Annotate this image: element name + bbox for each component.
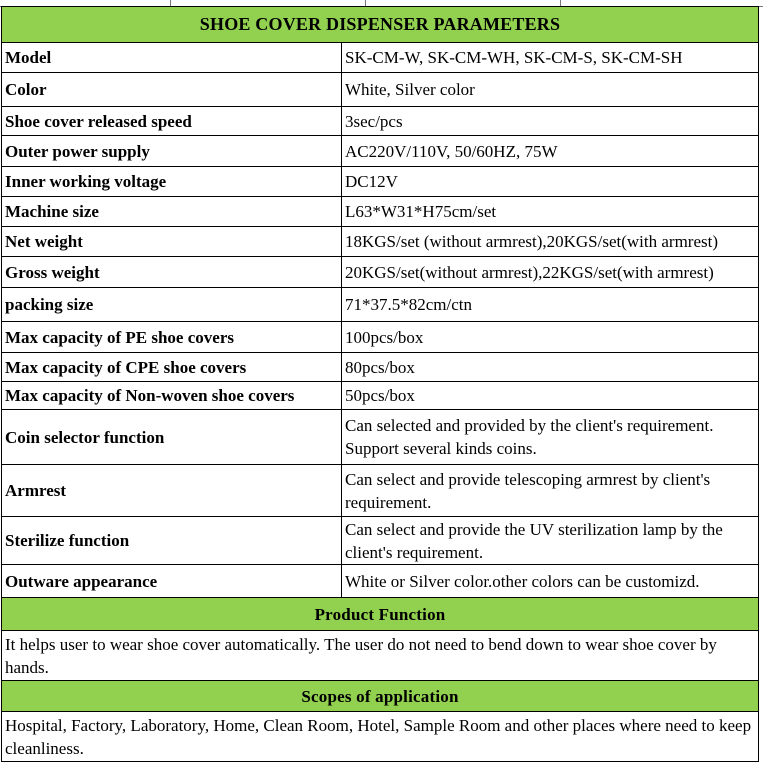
param-row-net-weight (2, 227, 759, 257)
param-row-pe-capacity (2, 322, 759, 353)
param-value: 100pcs/box (342, 322, 759, 353)
param-value: 18KGS/set (without armrest),20KGS/set(with armrest) (342, 227, 759, 257)
param-row-release-speed (2, 107, 759, 136)
param-row-nonwoven-capacity (2, 382, 759, 410)
param-label: Color (2, 73, 342, 107)
param-value: 3sec/pcs (342, 107, 759, 136)
param-label: Model (2, 43, 342, 73)
param-label: Shoe cover released speed (2, 107, 342, 136)
param-value: Can select and provide the UV sterilization lamp by the client's requirement. (342, 517, 759, 565)
param-value: AC220V/110V, 50/60HZ, 75W (342, 136, 759, 167)
param-label: Gross weight (2, 257, 342, 288)
param-value: Can select and provide telescoping armrest by client's requirement. (342, 465, 759, 517)
param-value: 20KGS/set(without armrest),22KGS/set(with armrest) (342, 257, 759, 288)
scopes-heading: Scopes of application (2, 681, 759, 712)
param-row-model (2, 43, 759, 73)
param-value: White or Silver color.other colors can be customizd. (342, 565, 759, 598)
param-label: Inner working voltage (2, 167, 342, 197)
param-label: Max capacity of Non-woven shoe covers (2, 382, 342, 410)
product-function-text: It helps user to wear shoe cover automatically. The user do not need to bend down to wear shoe cover by hands. (2, 631, 759, 681)
param-label: Net weight (2, 227, 342, 257)
param-label: Sterilize function (2, 517, 342, 565)
param-label: Max capacity of CPE shoe covers (2, 353, 342, 382)
param-row-inner-voltage (2, 167, 759, 197)
param-value: Can selected and provided by the client's requirement. Support several kinds coins. (342, 410, 759, 465)
param-label: Outware appearance (2, 565, 342, 598)
param-label: Armrest (2, 465, 342, 517)
param-value: 50pcs/box (342, 382, 759, 410)
param-value: L63*W31*H75cm/set (342, 197, 759, 227)
parameters-table (1, 6, 759, 762)
param-label: packing size (2, 288, 342, 322)
param-value: 71*37.5*82cm/ctn (342, 288, 759, 322)
param-row-color (2, 73, 759, 107)
param-value: 80pcs/box (342, 353, 759, 382)
param-row-armrest (2, 465, 759, 517)
param-row-outer-power (2, 136, 759, 167)
param-label: Outer power supply (2, 136, 342, 167)
param-row-cpe-capacity (2, 353, 759, 382)
param-value: DC12V (342, 167, 759, 197)
param-value: SK-CM-W, SK-CM-WH, SK-CM-S, SK-CM-SH (342, 43, 759, 73)
param-row-appearance (2, 565, 759, 598)
param-row-sterilize (2, 517, 759, 565)
param-label: Max capacity of PE shoe covers (2, 322, 342, 353)
scopes-text: Hospital, Factory, Laboratory, Home, Clean Room, Hotel, Sample Room and other places where need to keep cleanliness. (2, 712, 759, 762)
param-row-packing-size (2, 288, 759, 322)
param-row-gross-weight (2, 257, 759, 288)
product-function-heading: Product Function (2, 598, 759, 631)
table-title: SHOE COVER DISPENSER PARAMETERS (2, 7, 759, 43)
param-row-machine-size (2, 197, 759, 227)
param-row-coin-selector (2, 410, 759, 465)
param-label: Machine size (2, 197, 342, 227)
param-label: Coin selector function (2, 410, 342, 465)
param-value: White, Silver color (342, 73, 759, 107)
